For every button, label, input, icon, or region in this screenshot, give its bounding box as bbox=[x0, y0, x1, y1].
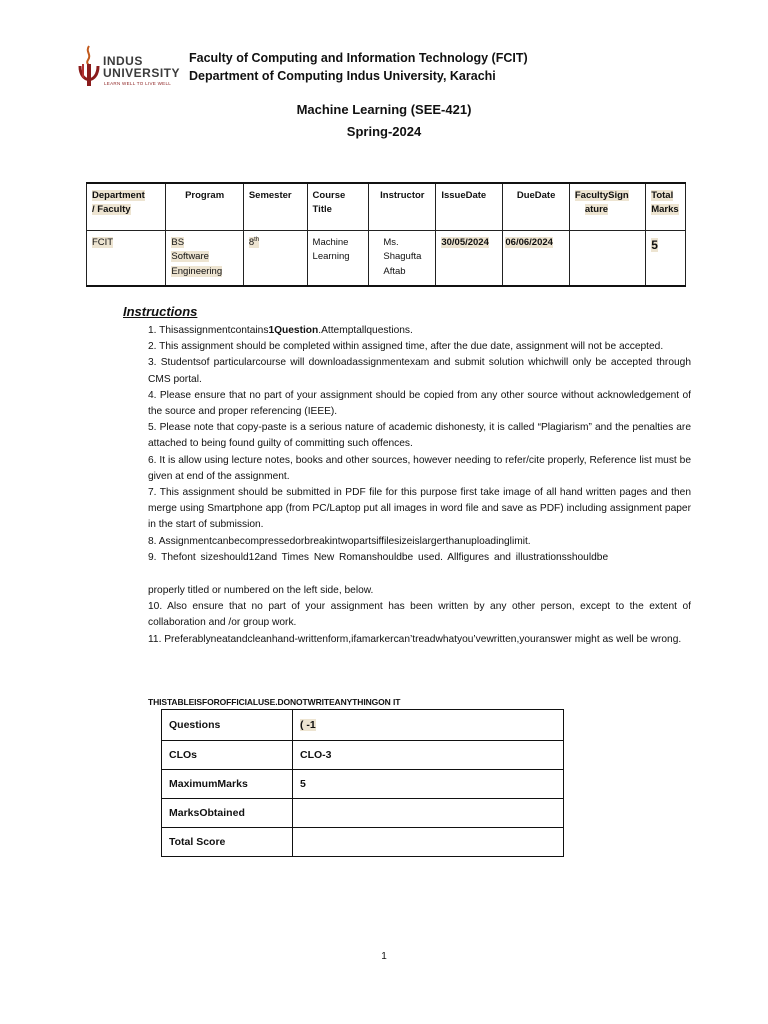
header-instructor: Instructor bbox=[369, 183, 436, 231]
due-date-value: 06/06/2024 bbox=[503, 231, 569, 287]
course-term: Spring-2024 bbox=[346, 124, 422, 139]
header-department: Department / Faculty bbox=[87, 183, 166, 231]
marks-label: Total Score bbox=[162, 828, 293, 857]
marks-value: 5 bbox=[293, 770, 564, 799]
official-marks-table bbox=[161, 709, 564, 857]
instruction-9-continued: properly titled or numbered on the left side, below. bbox=[148, 585, 374, 597]
marks-value: ( -1 bbox=[293, 710, 564, 741]
info-value-row bbox=[87, 231, 686, 287]
instructor-value: Ms. Shagufta Aftab bbox=[369, 231, 436, 287]
issue-date-value: 30/05/2024 bbox=[436, 231, 503, 287]
marks-value bbox=[293, 799, 564, 828]
instruction-3: 3. Studentsof particularcourse will downloadassignmentexam and submit solution whichwill only be accepted through CMS portal. bbox=[148, 357, 691, 385]
instruction-7: 7. This assignment should be submitted in PDF file for this purpose first take image of all hand written pages and then merge using Smartphone app (from PC/Laptop put all images in word file and save as PDF) including assignment paper in the start of submission. bbox=[148, 487, 691, 531]
faculty-signature-value bbox=[569, 231, 645, 287]
instruction-5: 5. Please note that copy-paste is a serious nature of academic dishonesty, it is called “Plagiarism” and the penalties are attached to being found guilty of committing such offences. bbox=[148, 422, 691, 450]
instruction-10: 10. Also ensure that no part of your assignment has been written by any other person, except to the extent of collaboration and /or group work. bbox=[148, 601, 691, 629]
marks-value bbox=[293, 828, 564, 857]
instruction-2: 2. This assignment should be completed within assigned time, after the due date, assignment will not be accepted. bbox=[148, 341, 664, 353]
official-use-note: THISTABLEISFOROFFICIALUSE.DONOTWRITEANYTHINGON IT bbox=[148, 697, 401, 707]
department-heading: Department of Computing Indus University, Karachi bbox=[189, 69, 496, 83]
instruction-1: 1. Thisassignmentcontains1Question.Attemptallquestions. bbox=[148, 325, 413, 336]
marks-row bbox=[162, 799, 564, 828]
faculty-heading: Faculty of Computing and Information Technology (FCIT) bbox=[189, 51, 528, 65]
course-value: Machine Learning bbox=[307, 231, 369, 287]
header-total-marks: Total Marks bbox=[646, 183, 686, 231]
department-value: FCIT bbox=[87, 231, 166, 287]
program-value: BS Software Engineering bbox=[166, 231, 243, 287]
instructions-list bbox=[148, 323, 691, 648]
logo-word-university: UNIVERSITY bbox=[103, 66, 181, 80]
marks-label: CLOs bbox=[162, 741, 293, 770]
marks-row bbox=[162, 710, 564, 741]
marks-label: Questions bbox=[162, 710, 293, 741]
total-marks-value: 5 bbox=[646, 231, 686, 287]
header-due-date: DueDate bbox=[503, 183, 569, 231]
university-logo bbox=[76, 44, 188, 90]
logo-word-indus: INDUS bbox=[103, 54, 143, 68]
info-header-row bbox=[87, 183, 686, 231]
course-title: Machine Learning (SEE-421) bbox=[296, 102, 472, 117]
header-course-title: Course Title bbox=[307, 183, 369, 231]
header-program: Program bbox=[166, 183, 243, 231]
marks-label: MaximumMarks bbox=[162, 770, 293, 799]
marks-row bbox=[162, 828, 564, 857]
flame-logo-icon bbox=[76, 44, 102, 90]
header-semester: Semester bbox=[243, 183, 307, 231]
marks-label: MarksObtained bbox=[162, 799, 293, 828]
marks-row bbox=[162, 770, 564, 799]
instruction-8: 8. Assignmentcanbecompressedorbreakintwopartsiffilesizeislargerthanuploadinglimit. bbox=[148, 535, 531, 547]
instruction-6: 6. It is allow using lecture notes, books and other sources, however needing to refer/cite properly, Reference list must be given at end of the assignment. bbox=[148, 454, 691, 482]
assignment-info-table bbox=[86, 182, 686, 287]
marks-row bbox=[162, 741, 564, 770]
header-faculty-signature: FacultySign ature bbox=[569, 183, 645, 231]
page-number: 1 bbox=[381, 951, 387, 962]
marks-value: CLO-3 bbox=[293, 741, 564, 770]
instruction-11: 11. Preferablyneatandcleanhand-writtenform,ifamarkercan’treadwhatyou’vewritten,youranswer might as well be wrong. bbox=[148, 633, 682, 645]
logo-tagline: LEARN WELL TO LIVE WELL bbox=[104, 81, 172, 86]
instruction-4: 4. Please ensure that no part of your assignment should be copied from any other source without acknowledgement of the source and proper referencing (IEEE). bbox=[148, 389, 691, 418]
header-issue-date: IssueDate bbox=[436, 183, 503, 231]
instructions-heading: Instructions bbox=[123, 304, 198, 319]
instruction-9: 9. Thefont sizeshould12and Times New Romanshouldbe used. Allfigures and illustrationsshouldbe bbox=[148, 551, 609, 563]
semester-value: 8th bbox=[243, 231, 307, 287]
